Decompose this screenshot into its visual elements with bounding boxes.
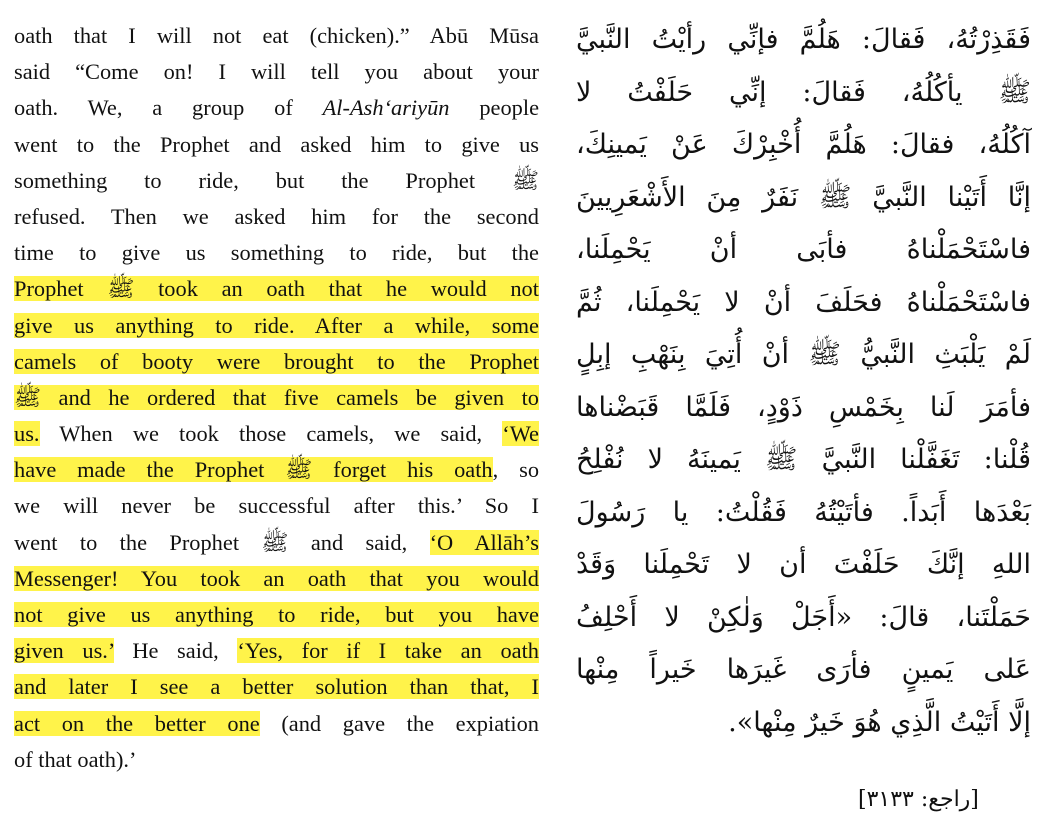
text-segment: refused. Then we asked him for the second [14,203,539,229]
text-segment: time to give us something to ride, but the [14,240,539,266]
text-segment: Al-Ash‘ariyūn [322,95,450,121]
highlighted-text: Messenger! You took an oath that you would [14,565,539,591]
english-line [14,90,539,126]
arabic-line: إلَّا أَتَيْتُ الَّذِي هُوَ خَيرٌ مِنْها». [728,706,1031,738]
english-line [14,742,539,778]
english-line [14,235,539,271]
arabic-line: اللهِ إنَّكَ حَلَفْتَ أن لا تَحْمِلَنا وَقَدْ [576,549,1031,580]
highlighted-text: and later I see a better solution than that, I [14,674,539,700]
highlighted-text: have made the Prophet ﷺ forget his oath [14,457,493,483]
highlighted-text: Prophet ﷺ took an oath that he would not [14,276,539,302]
english-line [14,18,539,54]
highlighted-text: given us.’ [14,638,114,664]
arabic-line: إنَّا أَتَيْنا النَّبيَّ ﷺ نَفَرٌ مِنَ الأَشْعَرِيينَ [576,181,1031,213]
text-segment: of that oath).’ [14,746,137,772]
english-line [14,163,539,199]
english-line [14,525,539,561]
english-line [14,199,539,235]
reference-note: [راجع: ٣١٣٣] [858,787,979,812]
text-segment: went to the Prophet and asked him to give us [14,131,539,157]
english-line [14,271,539,307]
arabic-line: ﷺ يأكُلُهُ، فَقالَ: إنِّي حَلَفْتُ لا [576,76,1031,108]
english-line [14,308,539,344]
english-line [14,54,539,90]
highlighted-text: ‘We [502,421,539,447]
english-line [14,380,539,416]
highlighted-text: ﷺ and he ordered that five camels be given to [14,384,539,410]
english-line [14,633,539,669]
highlighted-text: camels of booty were brought to the Prophet [14,348,539,374]
text-segment: people [449,95,540,121]
text-segment: oath. We, a group of [14,95,323,121]
text-segment: we will never be successful after this.’ So I [14,493,539,519]
arabic-line: فاسْتَحْمَلْناهُ فحَلَفَ أنْ لا يَحْمِلَنا، ثُمَّ [576,286,1031,318]
arabic-line: فأمَرَ لَنا بِخَمْسِ ذَوْدٍ، فَلَمَّا قَبَضْناها [576,391,1031,423]
text-segment: He said, [113,638,238,664]
english-line [14,488,539,524]
english-line [14,597,539,633]
english-line [14,344,539,380]
text-segment: went to the Prophet ﷺ and said, [14,529,430,555]
text-segment: , so [492,457,540,483]
arabic-line: فَقَذِرْتُهُ، فَقالَ: هَلُمَّ فإنِّي رأيْتُ النَّبيَّ [576,24,1031,55]
text-segment: said “Come on! I will tell you about your [14,59,539,85]
english-line [14,452,539,488]
arabic-line: لَمْ يَلْبَثِ النَّبيُّ ﷺ أنْ أُتِيَ بِنَهْبِ إبِلٍ [576,339,1031,370]
highlighted-text: ‘Yes, for if I take an oath [237,638,539,664]
english-line [14,706,539,742]
english-line [14,561,539,597]
arabic-text-column [576,14,1031,749]
arabic-line: فاسْتَحْمَلْناهُ فأبَى أنْ يَحْمِلَنا، [576,234,1031,265]
text-segment: When we took those camels, we said, [39,421,503,447]
arabic-line: عَلى يَمينٍ فأرَى غَيرَها خَيراً مِنْها [576,654,1031,685]
text-segment: something to ride, but the Prophet ﷺ [14,167,539,193]
text-segment: (and gave the expiation [259,710,539,736]
arabic-line: آكُلُهُ، فقالَ: هَلُمَّ أُخْبِرْكَ عَنْ يَمينِكَ، [576,129,1031,160]
highlighted-text: give us anything to ride. After a while, some [14,312,539,338]
english-translation-column [14,18,539,778]
english-line [14,416,539,452]
highlighted-text: ‘O Allāh’s [429,529,539,555]
highlighted-text: act on the better one [14,710,260,736]
arabic-line: بَعْدَها أَبَداً. فأتَيْتُهُ فَقُلْتُ: يا رَسُولَ [576,496,1031,528]
highlighted-text: not give us anything to ride, but you have [14,602,539,627]
english-line [14,669,539,705]
text-segment: oath that I will not eat (chicken).” Abū Mūsa [14,23,539,48]
arabic-line: قُلْنا: تَغَفَّلْنا النَّبيَّ ﷺ يَمينَهُ لا نُفْلِحُ [576,444,1031,475]
english-line [14,127,539,163]
highlighted-text: us. [14,421,40,447]
arabic-line: حَمَلْتَنا، قالَ: «أَجَلْ وَلٰكِنْ لا أَحْلِفُ [576,601,1031,633]
